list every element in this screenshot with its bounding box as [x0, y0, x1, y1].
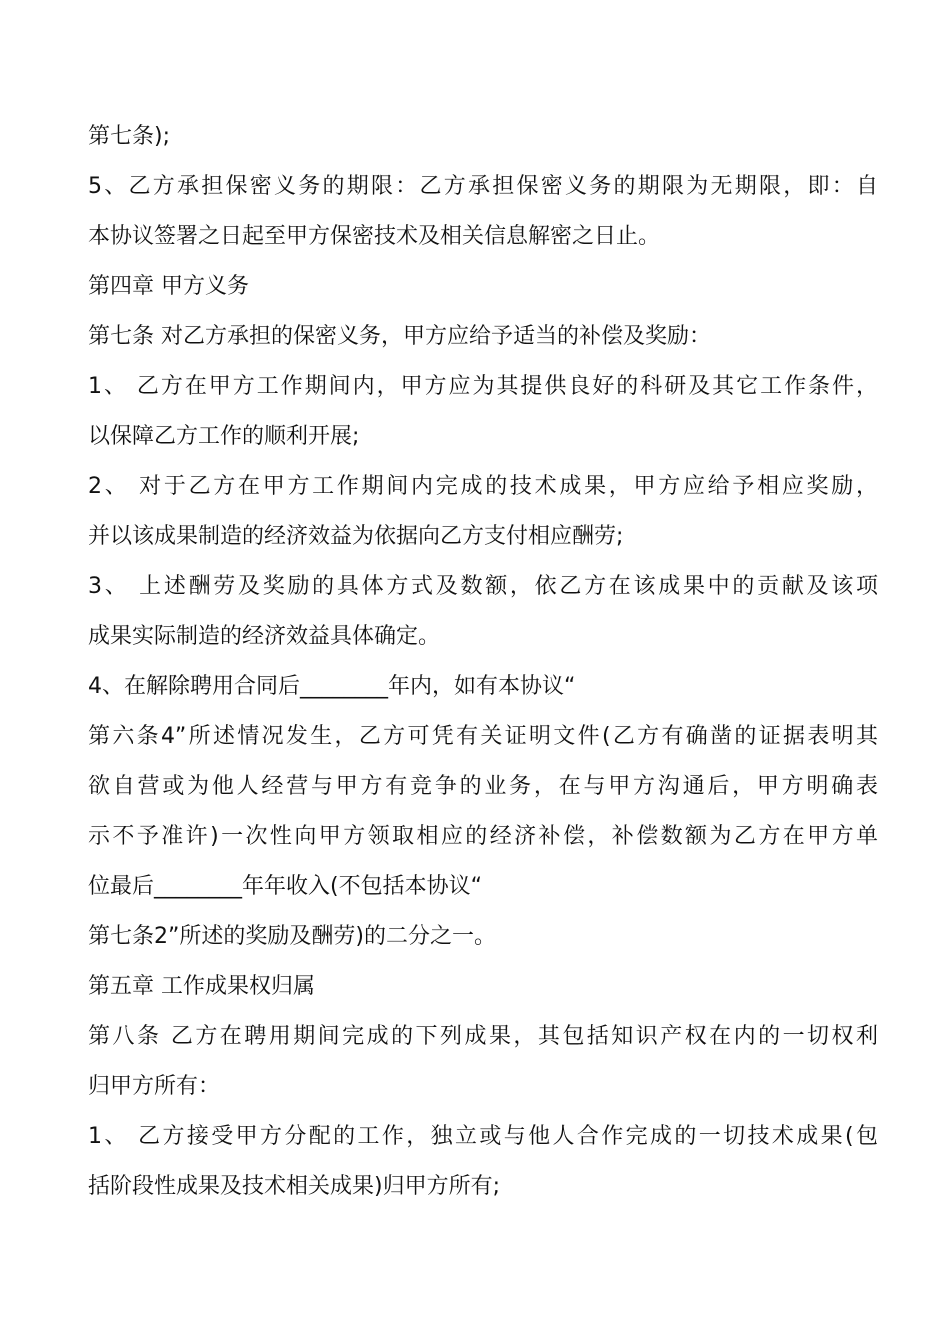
text-line: 第六条4”所述情况发生，乙方可凭有关证明文件(乙方有确凿的证据表明其 [88, 724, 878, 749]
text-line: 示不予准许)一次性向甲方领取相应的经济补偿，补偿数额为乙方在甲方单 [88, 824, 878, 849]
text-line: 括阶段性成果及技术相关成果)归甲方所有; [88, 1174, 500, 1199]
text-line: 第七条2”所述的奖励及酬劳)的二分之一。 [88, 924, 496, 949]
text-line-item-4: 4、在解除聘用合同后________年内，如有本协议“ [88, 674, 576, 699]
article-heading-8: 第八条 乙方在聘用期间完成的下列成果，其包括知识产权在内的一切权利 [88, 1024, 878, 1049]
article-heading-7: 第七条 对乙方承担的保密义务，甲方应给予适当的补偿及奖励： [88, 324, 711, 349]
text-line-item-1: 1、 乙方在甲方工作期间内，甲方应为其提供良好的科研及其它工作条件， [88, 374, 878, 399]
text-line: 本协议签署之日起至甲方保密技术及相关信息解密之日止。 [88, 224, 661, 249]
text-line: 成果实际制造的经济效益具体确定。 [88, 624, 441, 649]
text-line: 并以该成果制造的经济效益为依据向乙方支付相应酬劳; [88, 524, 624, 549]
text-line: 位最后________年年收入(不包括本协议“ [88, 874, 482, 899]
chapter-heading-4: 第四章 甲方义务 [88, 274, 249, 299]
text-line-continuation: 第七条); [88, 124, 170, 149]
chapter-heading-5: 第五章 工作成果权归属 [88, 974, 315, 999]
document-body [88, 112, 878, 1212]
text-line-item-3: 3、 上述酬劳及奖励的具体方式及数额，依乙方在该成果中的贡献及该项 [88, 574, 878, 599]
text-line-clause-5: 5、乙方承担保密义务的期限：乙方承担保密义务的期限为无期限，即：自 [88, 174, 878, 199]
text-line-item-1: 1、 乙方接受甲方分配的工作，独立或与他人合作完成的一切技术成果(包 [88, 1124, 878, 1149]
text-line: 欲自营或为他人经营与甲方有竞争的业务，在与甲方沟通后，甲方明确表 [88, 774, 878, 799]
text-line: 以保障乙方工作的顺利开展; [88, 424, 360, 449]
text-line: 归甲方所有： [88, 1074, 221, 1099]
text-line-item-2: 2、 对于乙方在甲方工作期间内完成的技术成果，甲方应给予相应奖励， [88, 474, 878, 499]
